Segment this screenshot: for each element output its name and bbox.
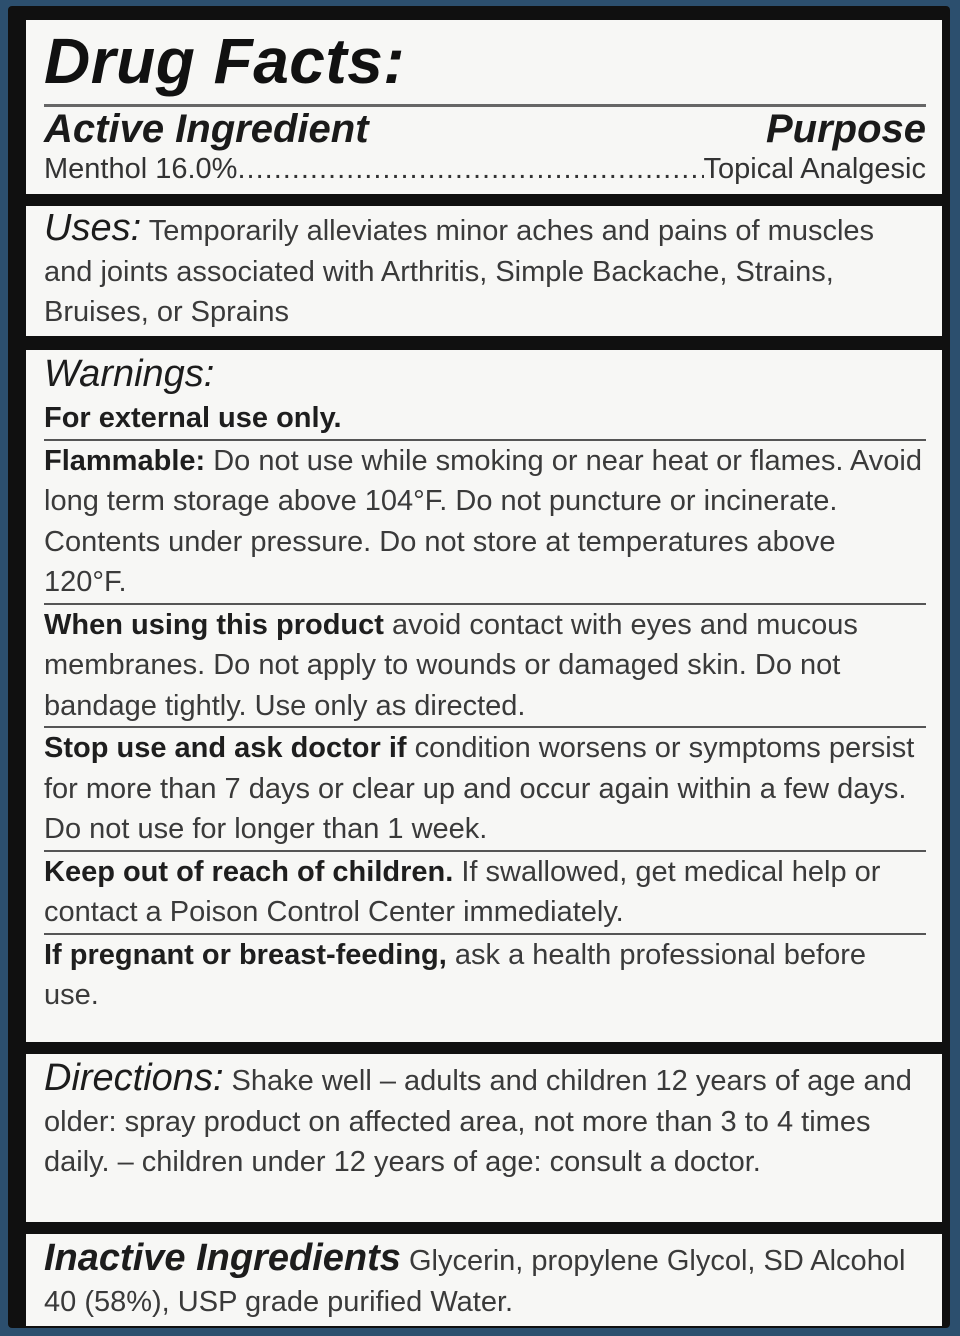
uses-heading: Uses: bbox=[44, 207, 142, 249]
warning-lead: If pregnant or breast-feeding, bbox=[44, 938, 447, 971]
leader-dots bbox=[237, 152, 703, 186]
directions-heading: Directions: bbox=[44, 1057, 224, 1099]
page-title: Drug Facts: bbox=[44, 25, 406, 97]
ingredient-row bbox=[44, 152, 926, 186]
directions-body: Shake well – adults and children 12 years of age and older: spray product on affected area, not more than 3 to 4 times daily. – children under 12 years of age: consult a doctor. bbox=[44, 1065, 912, 1178]
warning-lead: When using this product bbox=[44, 608, 384, 641]
warning-text: Do not use while smoking or near heat or flames. Avoid long term storage above 104°F. Do not puncture or incinerate. Contents under pressure. Do not store at temperatures above 120°F. bbox=[44, 444, 922, 598]
drug-facts-label bbox=[8, 6, 950, 1328]
warning-item bbox=[44, 441, 926, 603]
ingredient-name: Menthol 16.0% bbox=[44, 153, 238, 185]
uses-body: Temporarily alleviates minor aches and pains of muscles and joints associated with Arthritis, Simple Backache, Strains, Bruises, or Sprains bbox=[44, 215, 875, 328]
warning-text: ask a health professional before use. bbox=[44, 938, 866, 1011]
active-header-row bbox=[44, 107, 926, 152]
warning-text: avoid contact with eyes and mucous membranes. Do not apply to wounds or damaged skin. Do not bandage tightly. Use only as directed. bbox=[44, 608, 858, 722]
warning-lead: Keep out of reach of children. bbox=[44, 855, 454, 888]
inactive-text bbox=[44, 1238, 926, 1322]
warning-item bbox=[44, 935, 926, 1016]
warning-lead: Stop use and ask doctor if bbox=[44, 732, 407, 764]
uses-panel bbox=[26, 206, 942, 336]
external-use-text: For external use only. bbox=[44, 402, 342, 434]
warning-item bbox=[44, 605, 926, 727]
warnings-heading: Warnings: bbox=[44, 353, 215, 395]
warning-lead: Flammable: bbox=[44, 444, 206, 477]
ingredient-purpose: Topical Analgesic bbox=[703, 153, 926, 185]
directions-text bbox=[44, 1058, 926, 1183]
inactive-body: Glycerin, propylene Glycol, SD Alcohol 40 (58%), USP grade purified Water. bbox=[44, 1245, 906, 1318]
uses-text bbox=[44, 208, 926, 333]
active-ingredient-panel bbox=[26, 20, 942, 194]
warning-text: condition worsens or symptoms persist for more than 7 days or clear up and occur again within a few days. Do not use for longer than 1 week. bbox=[44, 732, 915, 845]
inactive-heading: Inactive Ingredients bbox=[44, 1237, 401, 1279]
inactive-ingredients-panel bbox=[26, 1234, 942, 1326]
active-ingredient-heading: Active Ingredient bbox=[44, 107, 369, 151]
purpose-heading: Purpose bbox=[765, 107, 926, 151]
warning-item bbox=[44, 728, 926, 850]
warning-text: If swallowed, get medical help or contact a Poison Control Center immediately. bbox=[44, 855, 881, 928]
warning-item bbox=[44, 852, 926, 933]
directions-panel bbox=[26, 1054, 942, 1222]
warnings-panel bbox=[26, 350, 942, 1042]
external-use-note bbox=[44, 398, 926, 439]
